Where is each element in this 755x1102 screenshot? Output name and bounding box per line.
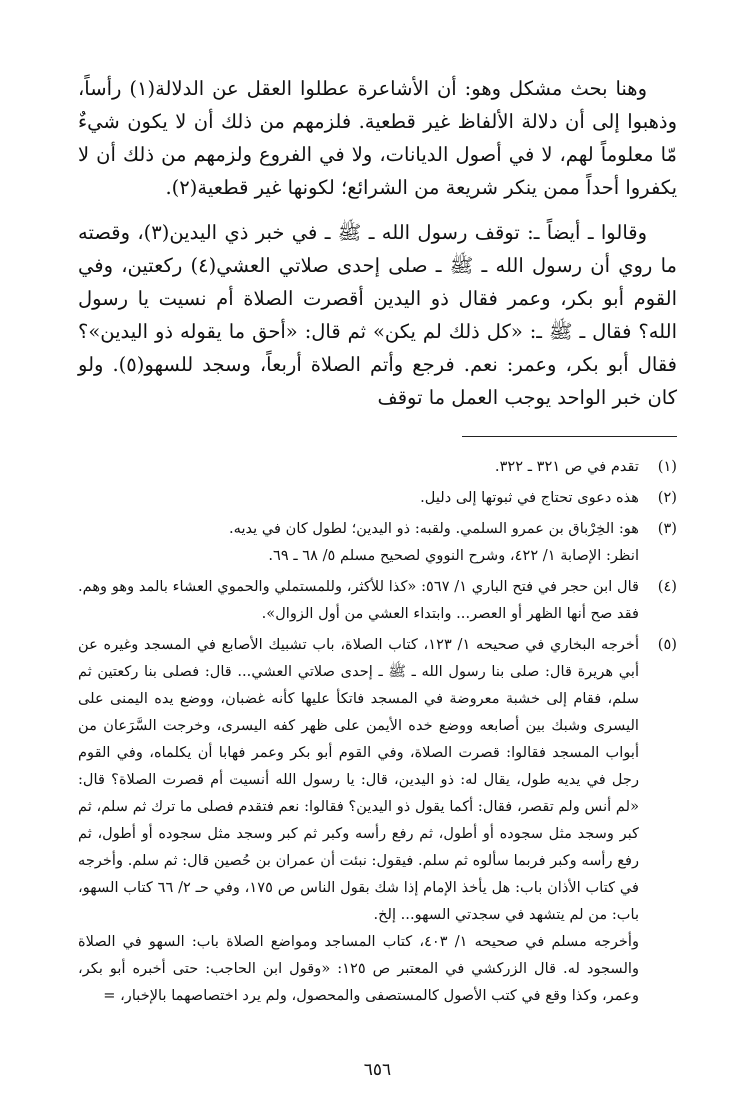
footnote-number: (٤) xyxy=(657,578,677,595)
footnote-text: وأخرجه مسلم في صحيحه ١/ ٤٠٣، كتاب المساجد ومواضع الصلاة باب: السهو في الصلاة والسجود له. قال الزركشي في المعتبر ص ١٢٥: «وقول ابن الحاجب: حتى أخبره أبو بكر، وعمر، وكذا وقع في كتب الأصول كالمستصفى والمحصول، ولم يرد اختصاصهما بالإخبار، = xyxy=(78,933,639,1004)
footnote-number: (٥) xyxy=(657,636,677,653)
footnote-text: قال ابن حجر في فتح الباري ١/ ٥٦٧: «كذا للأكثر، وللمستملي والحموي العشاء بالمد وهو وهم. فقد صح أنها الظهر أو العصر... وابتداء العشي من أول الزوال». xyxy=(78,578,640,622)
footnote-text: هذه دعوى تحتاج في ثبوتها إلى دليل. xyxy=(420,489,639,506)
footnote-text: تقدم في ص ٣٢١ ـ ٣٢٢. xyxy=(494,458,639,475)
page-number: ٦٥٦ xyxy=(363,1060,392,1080)
footnote-number: (٢) xyxy=(657,489,677,506)
footnote-text: انظر: الإصابة ١/ ٤٢٢، وشرح النووي لصحيح مسلم ٥/ ٦٨ ـ ٦٩. xyxy=(268,547,639,564)
main-text xyxy=(78,72,677,414)
footnote-1 xyxy=(78,453,677,480)
footnote-number: (٣) xyxy=(657,520,677,537)
footnotes xyxy=(78,453,677,1009)
footnote-5 xyxy=(78,631,677,1009)
footnote-divider xyxy=(462,436,677,437)
footnote-4 xyxy=(78,573,677,627)
footnote-number: (١) xyxy=(657,458,677,475)
footnote-text: أخرجه البخاري في صحيحه ١/ ١٢٣، كتاب الصلاة، باب تشبيك الأصابع في المسجد وغيره عن أبي هريرة قال: صلى بنا رسول الله ـ ﷺ ـ إحدى صلاتي العشي... قال: فصلى بنا ركعتين ثم سلم، فقام إلى خشبة معروضة في المسجد فاتكأ عليها كأنه غضبان، ووضع يده اليمنى على اليسرى وشبك بين أصابعه ووضع خده الأيمن على ظهر كفه اليسرى، وخرجت السَّرَعان من أبواب المسجد فقالوا: قصرت الصلاة، وفي القوم أبو بكر وعمر فهابا أن يكلماه، وفي القوم رجل في يديه طول، يقال له: ذو اليدين، قال: يا رسول الله أنسيت أم قصرت الصلاة؟ قال: «لم أنس ولم تقصر، فقال: أكما يقول ذو اليدين؟ فقالوا: نعم فتقدم فصلى ما ترك ثم سلم، ثم كبر وسجد مثل سجوده أو أطول، ثم رفع رأسه وكبر ثم كبر وسجد مثل سجوده أو أطول، ثم رفع رأسه وكبر فربما سألوه ثم سلم. فيقول: نبئت أن عمران بن حُصين قال: ثم سلم. وأخرجه في كتاب الأذان باب: هل يأخذ الإمام إذا شك بقول الناس ص ١٧٥، وفي حـ ٢/ ٦٦ كتاب السهو، باب: من لم يتشهد في سجدتي السهو... إلخ. xyxy=(78,636,640,923)
footnote-3 xyxy=(78,515,677,569)
main-paragraph-2: وقالوا ـ أيضاً ـ: توقف رسول الله ـ ﷺ ـ في خبر ذي اليدين(٣)، وقصته ما روي أن رسول الله ـ ﷺ ـ صلى إحدى صلاتي العشي(٤) ركعتين، وفي القوم أبو بكر، وعمر فقال ذو اليدين أقصرت الصلاة أم نسيت يا رسول الله؟ فقال ـ ﷺ ـ: «كل ذلك لم يكن» ثم قال: «أحق ما يقوله ذو اليدين»؟ فقال أبو بكر، وعمر: نعم. فرجع وأتم الصلاة أربعاً، وسجد للسهو(٥). ولو كان خبر الواحد يوجب العمل ما توقف xyxy=(78,221,678,409)
main-paragraph-1: وهنا بحث مشكل وهو: أن الأشاعرة عطلوا العقل عن الدلالة(١) رأساً، وذهبوا إلى أن دلالة الألفاظ غير قطعية. فلزمهم من ذلك أن لا يكون شيءٌ مّا معلوماً لهم، لا في أصول الديانات، ولا في الفروع ولزمهم من ذلك أن لا يكفروا أحداً ممن ينكر شريعة من الشرائع؛ لكونها غير قطعية(٢). xyxy=(78,77,677,199)
page-content xyxy=(78,72,677,1013)
footnote-text: هو: الخِرْباق بن عمرو السلمي. ولقبه: ذو اليدين؛ لطول كان في يديه. xyxy=(229,520,639,537)
footnote-2 xyxy=(78,484,677,511)
